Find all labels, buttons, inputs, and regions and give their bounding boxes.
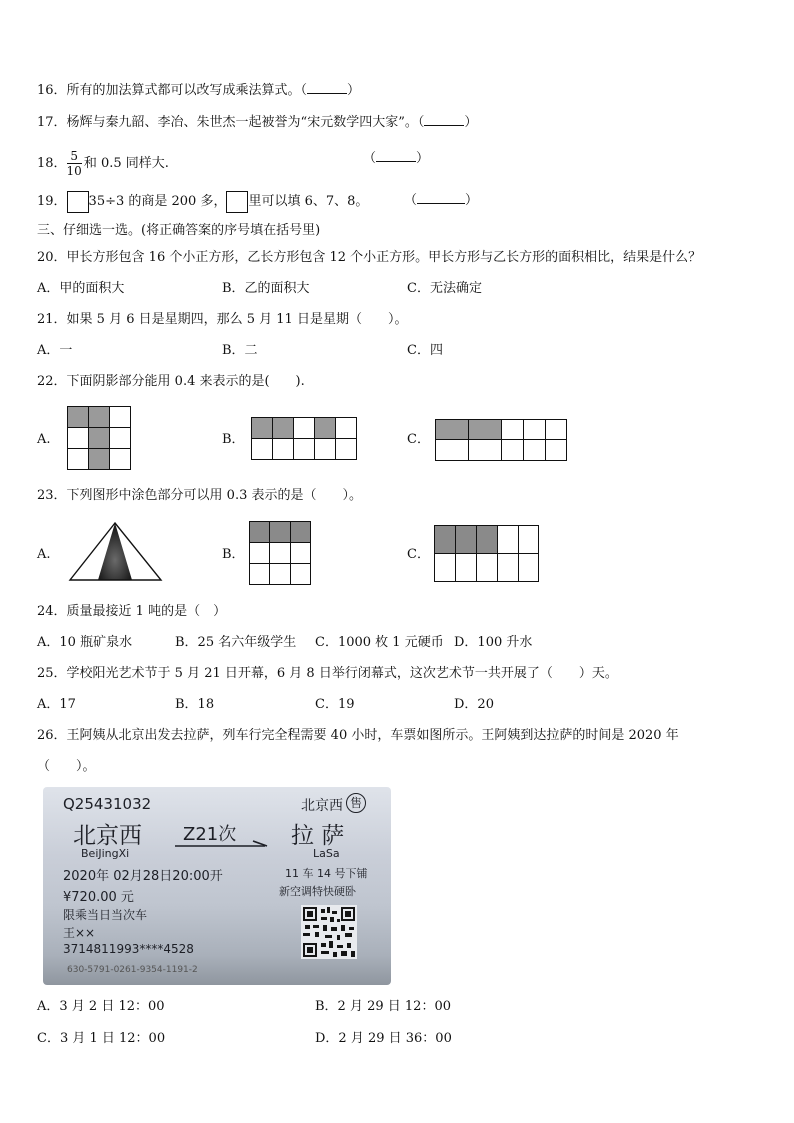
option-c[interactable]: C．四 — [407, 343, 443, 358]
option-b[interactable]: B．乙的面积大 — [222, 281, 310, 296]
grid-figure-a — [67, 406, 133, 472]
digit-box[interactable] — [67, 191, 89, 213]
option-b[interactable]: B．2 月 29 日 12：00 — [315, 999, 451, 1014]
shaded-cell — [435, 526, 498, 554]
question-18-answer: （ ） — [363, 151, 430, 166]
question-26-text: 26．王阿姨从北京出发去拉萨，列车行完全程需要 40 小时，车票如图所示。王阿姨到达拉萨的时间是 2020 年 — [37, 728, 679, 743]
option-b[interactable]: B． — [222, 547, 245, 562]
option-c[interactable]: C．无法确定 — [407, 281, 482, 296]
shaded-region — [98, 523, 132, 580]
question-18: 18． $\frac{5}{10}$ 和 0.5 同样大. — [37, 149, 169, 178]
question-16-text: 16．所有的加法算式都可以改写成乘法算式。（ — [37, 83, 308, 98]
ticket-car-type: 新空调特快硬卧 — [279, 885, 356, 898]
triangle-figure — [68, 521, 164, 583]
qr-code-icon — [301, 905, 357, 959]
question-17: 17．杨辉与秦九韶、李冶、朱世杰一起被誉为“宋元数学四大家”。（ ） — [37, 115, 478, 130]
option-c[interactable]: C． — [407, 432, 430, 447]
ticket-id-number: 3714811993****4528 — [63, 942, 194, 956]
train-ticket-image — [43, 787, 391, 985]
ticket-footer-code: 630-5791-0261-9354-1191-2 — [67, 965, 198, 975]
grid-figure-b — [249, 521, 313, 587]
option-c[interactable]: C． — [407, 547, 430, 562]
option-a[interactable]: A．一 — [37, 343, 73, 358]
ticket-to-pinyin: LaSa — [313, 847, 340, 860]
option-b[interactable]: B．二 — [222, 343, 258, 358]
digit-box[interactable] — [226, 191, 248, 213]
section-heading: 三、仔细选一选。(将正确答案的序号填在括号里) — [37, 223, 321, 238]
question-24-text: 24．质量最接近 1 吨的是（ ） — [37, 604, 227, 619]
option-b[interactable]: B．25 名六年级学生 — [175, 635, 297, 650]
option-c[interactable]: C．1000 枚 1 元硬币 — [315, 635, 444, 650]
shaded-cell — [252, 418, 273, 439]
option-a[interactable]: A. — [37, 547, 51, 562]
ticket-station-top: 北京西 — [301, 798, 343, 814]
ticket-from: 北京西 — [73, 823, 142, 849]
grid-figure-c — [435, 419, 569, 463]
option-a[interactable]: A．10 瓶矿泉水 — [37, 635, 133, 650]
option-a[interactable]: A．3 月 2 日 12：00 — [37, 999, 165, 1014]
question-19-answer: （ ） — [404, 193, 479, 208]
question-16: 16．所有的加法算式都可以改写成乘法算式。（ ） — [37, 83, 361, 98]
option-a[interactable]: A．17 — [37, 697, 76, 712]
ticket-price: ¥720.00 元 — [63, 890, 134, 905]
shaded-cell — [89, 428, 110, 449]
option-a[interactable]: A．甲的面积大 — [37, 281, 125, 296]
question-22-text: 22．下面阴影部分能用 0.4 来表示的是( ). — [37, 374, 305, 389]
question-19: 19． 35÷3 的商是 200 多， 里可以填 6、7、8。 — [37, 190, 368, 214]
shaded-cell — [250, 522, 311, 543]
arrow-icon — [173, 840, 273, 850]
shaded-cell — [89, 407, 110, 428]
question-18-text: 和 0.5 同样大. — [83, 156, 169, 171]
ticket-code: Q25431032 — [63, 795, 152, 813]
answer-blank[interactable] — [376, 150, 416, 162]
fraction: $\frac{5}{10}$ — [66, 149, 82, 178]
sale-stamp: 售 — [346, 793, 366, 813]
answer-blank[interactable] — [307, 82, 347, 94]
ticket-from-pinyin: BeiJingXi — [81, 847, 130, 860]
option-b[interactable]: B． — [222, 432, 245, 447]
option-b[interactable]: B．18 — [175, 697, 215, 712]
option-d[interactable]: D．100 升水 — [454, 635, 533, 650]
shaded-cell — [89, 449, 110, 470]
answer-blank[interactable] — [417, 192, 465, 204]
ticket-note: 限乘当日当次车 — [63, 908, 148, 922]
ticket-to: 拉 萨 — [291, 823, 345, 849]
shaded-cell — [315, 418, 336, 439]
option-c[interactable]: C．19 — [315, 697, 355, 712]
question-26-blank: （ ）。 — [37, 759, 96, 774]
shaded-cell — [68, 407, 89, 428]
ticket-passenger-name: 王×× — [63, 926, 96, 940]
grid-figure-c — [434, 525, 540, 583]
option-d[interactable]: D．20 — [454, 697, 494, 712]
question-17-text: 17．杨辉与秦九韶、李冶、朱世杰一起被誉为“宋元数学四大家”。（ — [37, 115, 425, 130]
shaded-cell — [273, 418, 294, 439]
option-a[interactable]: A. — [37, 432, 51, 447]
question-25-text: 25．学校阳光艺术节于 5 月 21 日开幕，6 月 8 日举行闭幕式，这次艺术节一共开展了（ ）天。 — [37, 666, 618, 681]
ticket-seat: 11 车 14 号下铺 — [285, 867, 368, 880]
question-20-text: 20．甲长方形包含 16 个小正方形，乙长方形包含 12 个小正方形。甲长方形与乙长方形的面积相比，结果是什么？ — [37, 250, 702, 265]
option-c[interactable]: C．3 月 1 日 12：00 — [37, 1031, 166, 1046]
grid-figure-b — [251, 417, 359, 463]
question-23-text: 23．下列图形中涂色部分可以用 0.3 表示的是（ ）。 — [37, 488, 362, 503]
ticket-datetime: 2020年 02月28日20:00开 — [63, 869, 223, 884]
answer-blank[interactable] — [424, 114, 464, 126]
question-21-text: 21．如果 5 月 6 日是星期四，那么 5 月 11 日是星期（ ）。 — [37, 312, 408, 327]
option-d[interactable]: D．2 月 29 日 36：00 — [315, 1031, 452, 1046]
ticket-train-number: Z21次 — [183, 824, 237, 845]
